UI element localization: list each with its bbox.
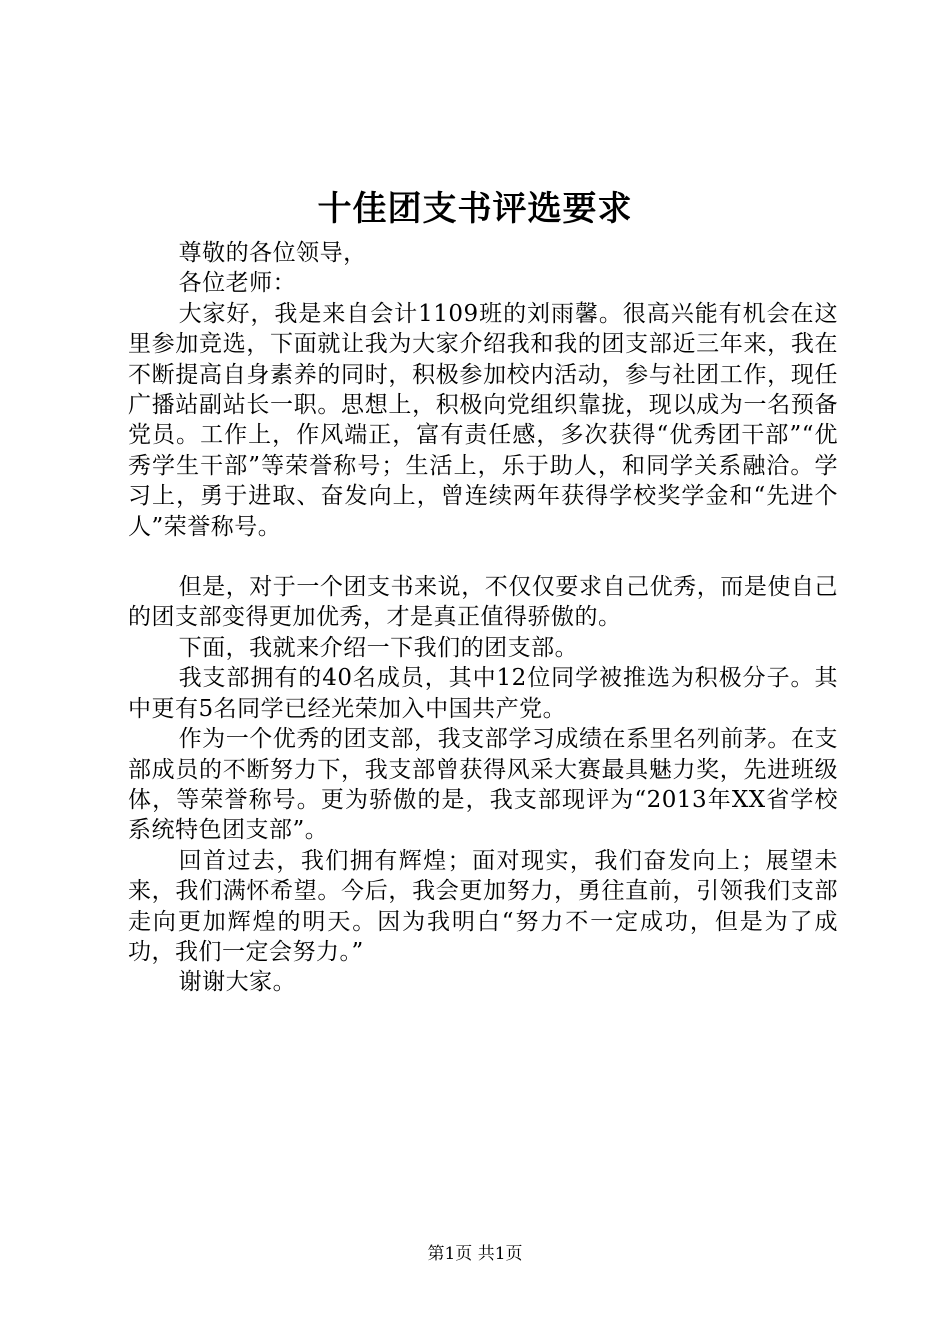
paragraph-introduction: 大家好，我是来自会计1109班的刘雨馨。很高兴能有机会在这里参加竞选，下面就让我为大家介绍我和我的团支部近三年来，我在不断提高自身素养的同时，积极参加校内活动，参与社团工作，现任广播站副站长一职。思想上，积极向党组织靠拢，现以成为一名预备党员。工作上，作风端正，富有责任感，多次获得“优秀团干部”“优秀学生干部”等荣誉称号；生活上，乐于助人，和同学关系融洽。学习上，勇于进取、奋发向上，曾连续两年获得学校奖学金和“先进个人”荣誉称号。 bbox=[128, 300, 838, 540]
paragraph-transition: 但是，对于一个团支书来说，不仅仅要求自己优秀，而是使自己的团支部变得更加优秀，才是真正值得骄傲的。 bbox=[128, 574, 838, 631]
paragraph-branch-intro: 下面，我就来介绍一下我们的团支部。 bbox=[178, 634, 579, 661]
closing-thanks: 谢谢大家。 bbox=[178, 969, 297, 996]
paragraph-members: 我支部拥有的40名成员，其中12位同学被推选为积极分子。其中更有5名同学已经光荣加入中国共产党。 bbox=[128, 665, 838, 722]
document-body bbox=[128, 238, 838, 998]
salutation-teachers: 各位老师： bbox=[178, 270, 297, 297]
paragraph-achievements: 作为一个优秀的团支部，我支部学习成绩在系里名列前茅。在支部成员的不断努力下，我支部曾获得风采大赛最具魅力奖，先进班级体，等荣誉称号。更为骄傲的是，我支部现评为“2013年XX省学校系统特色团支部”。 bbox=[128, 726, 838, 844]
document-title: 十佳团支书评选要求 bbox=[317, 189, 633, 229]
paragraph-outlook: 回首过去，我们拥有辉煌；面对现实，我们奋发向上；展望未来，我们满怀希望。今后，我会更加努力，勇往直前，引领我们支部走向更加辉煌的明天。因为我明白“努力不一定成功，但是为了成功，我们一定会努力。” bbox=[128, 847, 838, 965]
page-footer: 第1页 共1页 bbox=[427, 1244, 523, 1264]
salutation-leaders: 尊敬的各位领导， bbox=[178, 240, 367, 266]
